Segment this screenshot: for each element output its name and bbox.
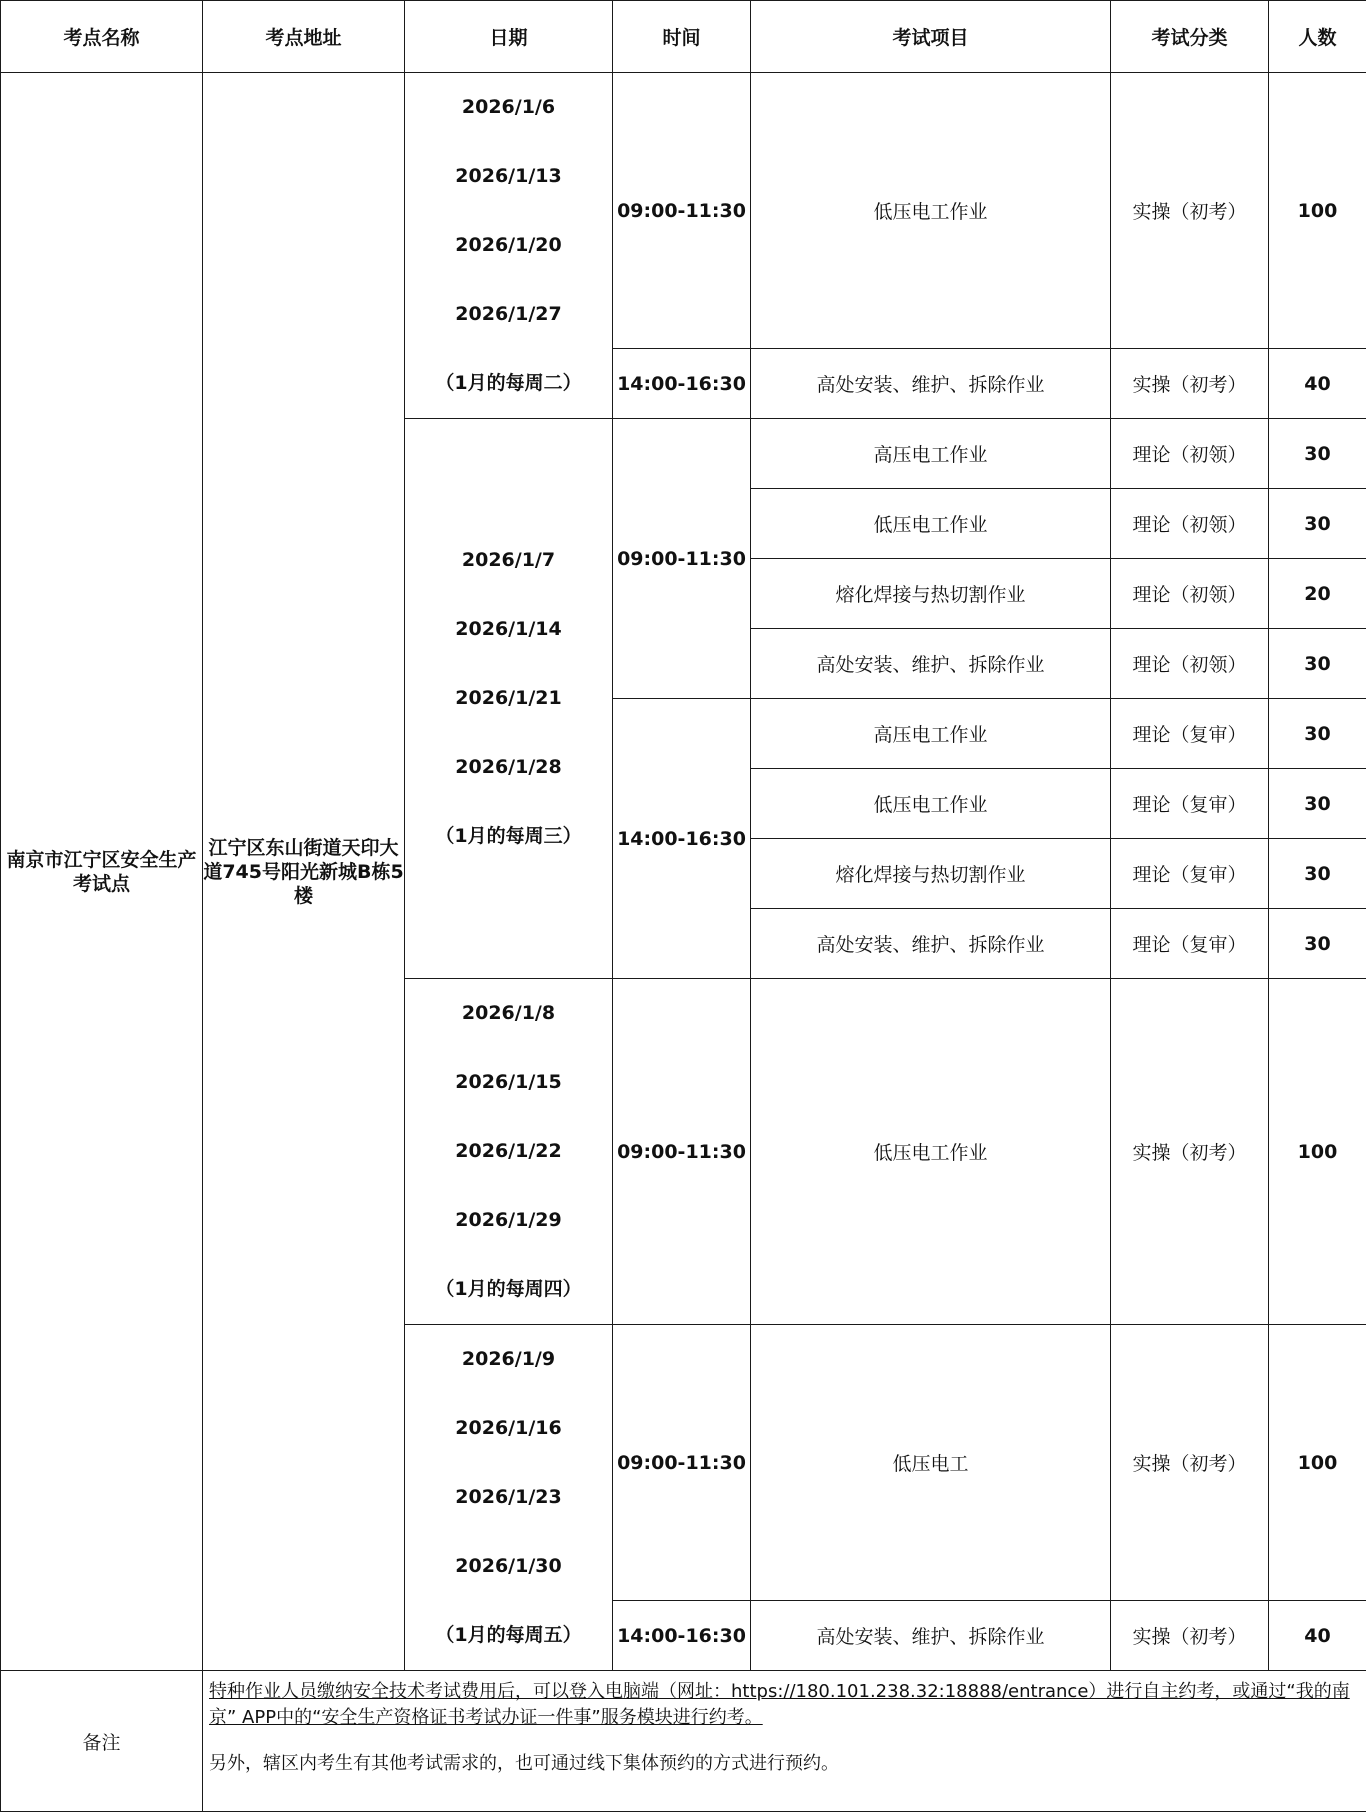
exam-category-cell: 理论（初领） — [1111, 489, 1269, 559]
date-line: 2026/1/29 — [405, 1186, 612, 1255]
exam-item-cell: 高压电工作业 — [751, 419, 1111, 489]
exam-item-cell: 高处安装、维护、拆除作业 — [751, 1601, 1111, 1671]
date-line: 2026/1/9 — [405, 1325, 612, 1394]
time-cell: 14:00-16:30 — [613, 1601, 751, 1671]
exam-item-cell: 低压电工作业 — [751, 489, 1111, 559]
exam-item-cell: 高处安装、维护、拆除作业 — [751, 909, 1111, 979]
exam-item-cell: 高处安装、维护、拆除作业 — [751, 349, 1111, 419]
date-cell — [405, 1325, 613, 1671]
header-row — [1, 1, 1366, 73]
date-line: 2026/1/13 — [405, 142, 612, 211]
date-cell — [405, 419, 613, 979]
date-line: 2026/1/16 — [405, 1394, 612, 1463]
exam-item-cell: 高压电工作业 — [751, 699, 1111, 769]
date-weekday-note: （1月的每周四） — [405, 1255, 612, 1324]
date-line: 2026/1/15 — [405, 1048, 612, 1117]
count-cell: 30 — [1269, 419, 1366, 489]
site-name-cell: 南京市江宁区安全生产考试点 — [1, 73, 203, 1671]
time-cell: 09:00-11:30 — [613, 979, 751, 1325]
exam-category-cell: 理论（初领） — [1111, 559, 1269, 629]
count-cell: 30 — [1269, 489, 1366, 559]
header-date: 日期 — [405, 1, 613, 73]
date-weekday-note: （1月的每周五） — [405, 1601, 612, 1670]
date-cell — [405, 979, 613, 1325]
count-cell: 100 — [1269, 73, 1366, 349]
time-cell: 09:00-11:30 — [613, 73, 751, 349]
header-time: 时间 — [613, 1, 751, 73]
header-site-address: 考点地址 — [203, 1, 405, 73]
count-cell: 30 — [1269, 839, 1366, 909]
date-cell — [405, 73, 613, 419]
notes-label: 备注 — [1, 1671, 203, 1812]
count-cell: 30 — [1269, 699, 1366, 769]
date-weekday-note: （1月的每周三） — [405, 802, 612, 871]
site-address-cell: 江宁区东山街道天印大道745号阳光新城B栋5楼 — [203, 73, 405, 1671]
exam-category-cell: 实操（初考） — [1111, 73, 1269, 349]
date-line: 2026/1/14 — [405, 595, 612, 664]
count-cell: 30 — [1269, 629, 1366, 699]
count-cell: 20 — [1269, 559, 1366, 629]
notes-offline-booking: 另外，辖区内考生有其他考试需求的，也可通过线下集体预约的方式进行预约。 — [209, 1751, 1360, 1777]
date-line: 2026/1/7 — [405, 526, 612, 595]
date-weekday-note: （1月的每周二） — [405, 349, 612, 418]
exam-category-cell: 实操（初考） — [1111, 1325, 1269, 1601]
exam-category-cell: 理论（复审） — [1111, 839, 1269, 909]
date-line: 2026/1/22 — [405, 1117, 612, 1186]
header-count: 人数 — [1269, 1, 1366, 73]
date-line: 2026/1/30 — [405, 1532, 612, 1601]
count-cell: 40 — [1269, 1601, 1366, 1671]
exam-item-cell: 高处安装、维护、拆除作业 — [751, 629, 1111, 699]
count-cell: 40 — [1269, 349, 1366, 419]
exam-category-cell: 实操（初考） — [1111, 979, 1269, 1325]
notes-row — [1, 1671, 1366, 1812]
header-exam-category: 考试分类 — [1111, 1, 1269, 73]
date-line: 2026/1/23 — [405, 1463, 612, 1532]
exam-item-cell: 低压电工 — [751, 1325, 1111, 1601]
date-line: 2026/1/8 — [405, 979, 612, 1048]
time-cell: 14:00-16:30 — [613, 349, 751, 419]
time-cell: 09:00-11:30 — [613, 419, 751, 699]
notes-booking-instructions: 特种作业人员缴纳安全技术考试费用后，可以登入电脑端（网址：https://180.101.238.32:18888/entrance）进行自主约考，或通过“我的南京” APP中的“安全生产资格证书考试办证一件事”服务模块进行约考。 — [209, 1679, 1360, 1731]
date-line: 2026/1/20 — [405, 211, 612, 280]
exam-item-cell: 熔化焊接与热切割作业 — [751, 839, 1111, 909]
time-cell: 14:00-16:30 — [613, 699, 751, 979]
exam-category-cell: 理论（初领） — [1111, 629, 1269, 699]
exam-category-cell: 理论（复审） — [1111, 699, 1269, 769]
time-cell: 09:00-11:30 — [613, 1325, 751, 1601]
date-line: 2026/1/6 — [405, 73, 612, 142]
exam-category-cell: 理论（复审） — [1111, 909, 1269, 979]
date-line: 2026/1/28 — [405, 733, 612, 802]
notes-cell — [203, 1671, 1366, 1812]
header-exam-item: 考试项目 — [751, 1, 1111, 73]
count-cell: 30 — [1269, 769, 1366, 839]
count-cell: 100 — [1269, 1325, 1366, 1601]
exam-item-cell: 低压电工作业 — [751, 73, 1111, 349]
header-site-name: 考点名称 — [1, 1, 203, 73]
count-cell: 30 — [1269, 909, 1366, 979]
exam-item-cell: 低压电工作业 — [751, 769, 1111, 839]
exam-category-cell: 实操（初考） — [1111, 349, 1269, 419]
exam-category-cell: 理论（复审） — [1111, 769, 1269, 839]
exam-category-cell: 实操（初考） — [1111, 1601, 1269, 1671]
date-line: 2026/1/21 — [405, 664, 612, 733]
exam-item-cell: 低压电工作业 — [751, 979, 1111, 1325]
count-cell: 100 — [1269, 979, 1366, 1325]
date-line: 2026/1/27 — [405, 280, 612, 349]
exam-item-cell: 熔化焊接与热切割作业 — [751, 559, 1111, 629]
exam-category-cell: 理论（初领） — [1111, 419, 1269, 489]
